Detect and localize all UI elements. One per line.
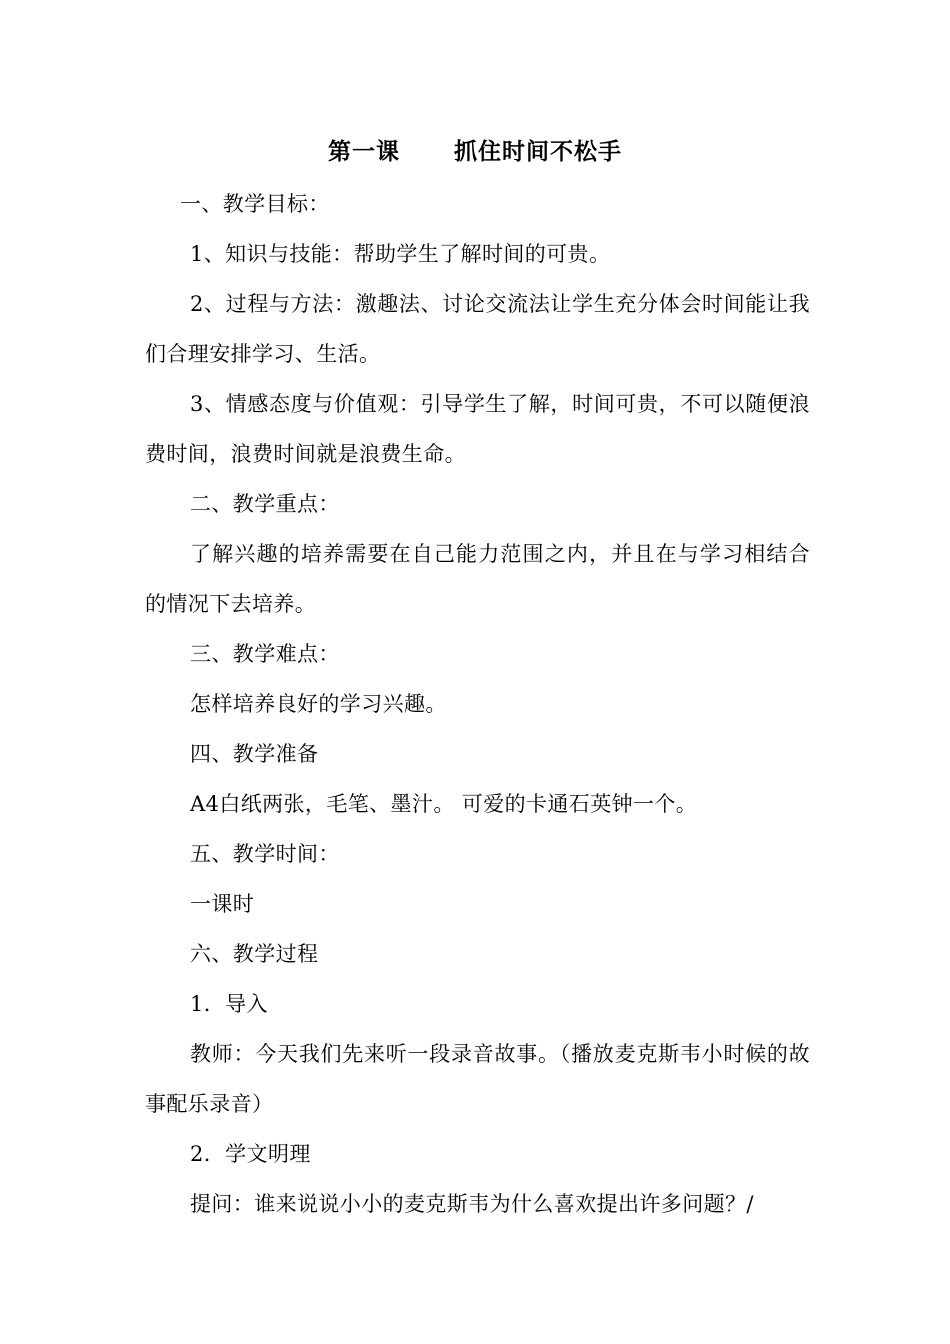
section-heading-process: 六、教学过程	[190, 942, 319, 966]
section-heading-key-points: 二、教学重点：	[190, 492, 340, 516]
process-step-study: 2．学文明理	[190, 1142, 311, 1166]
difficulties-text: 怎样培养良好的学习兴趣。	[190, 692, 447, 716]
goal-knowledge-skills: 1、知识与技能：帮助学生了解时间的可贵。	[190, 242, 611, 266]
section-heading-difficulties: 三、教学难点：	[190, 642, 340, 666]
goal-attitude-values: 3、情感态度与价值观：引导学生了解，时间可贵，不可以随便浪费时间，浪费时间就是浪费生命。	[145, 392, 810, 466]
goal-process-methods: 2、过程与方法：激趣法、讨论交流法让学生充分体会时间能让我们合理安排学习、生活。	[145, 292, 810, 366]
intro-teacher-text: 教师：今天我们先来听一段录音故事。（播放麦克斯韦小时候的故事配乐录音）	[145, 1042, 810, 1116]
time-text: 一课时	[190, 892, 255, 916]
section-heading-time: 五、教学时间：	[190, 842, 340, 866]
section-heading-preparation: 四、教学准备	[190, 742, 319, 766]
study-question-text: 提问：谁来说说小小的麦克斯韦为什么喜欢提出许多问题？/	[190, 1192, 754, 1216]
document-body	[145, 179, 810, 1229]
key-points-text: 了解兴趣的培养需要在自己能力范围之内，并且在与学习相结合的情况下去培养。	[145, 542, 810, 616]
preparation-text: A4白纸两张，毛笔、墨汁。 可爱的卡通石英钟一个。	[190, 792, 698, 816]
process-step-intro: 1．导入	[190, 992, 268, 1016]
lesson-title: 第一课 抓住时间不松手	[327, 138, 623, 165]
section-heading-goals: 一、教学目标：	[180, 192, 330, 216]
